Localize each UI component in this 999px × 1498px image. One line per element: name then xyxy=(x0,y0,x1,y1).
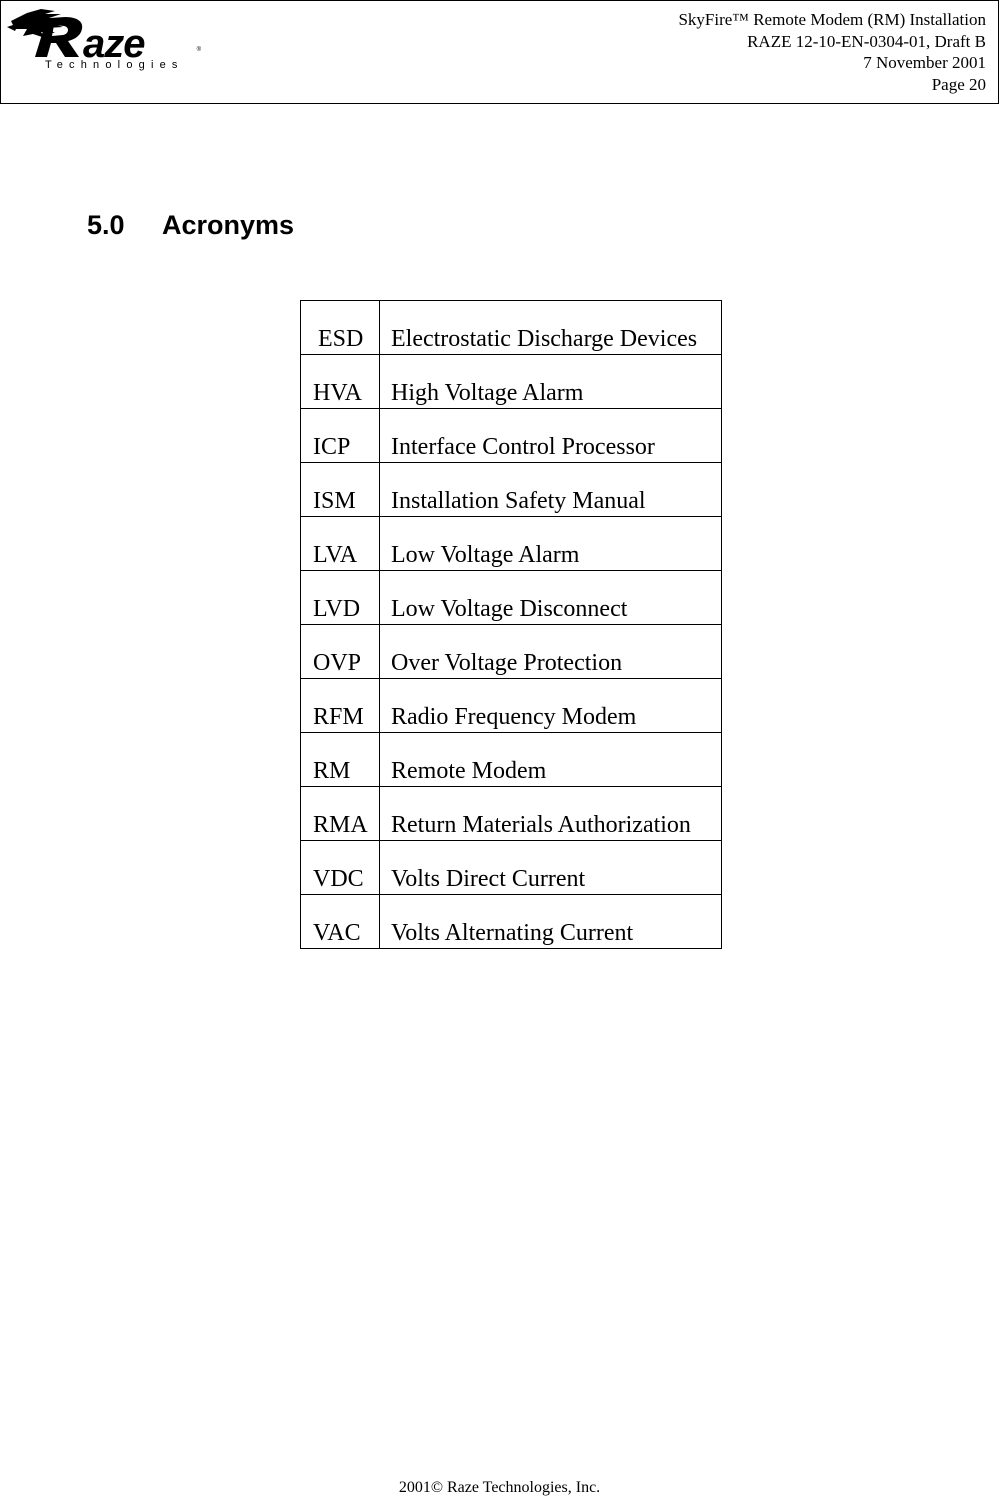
table-row xyxy=(301,733,722,787)
acronym-cell: VAC xyxy=(301,895,380,949)
page-footer xyxy=(0,1479,999,1497)
acronym-cell: OVP xyxy=(301,625,380,679)
definition-cell: Remote Modem xyxy=(380,733,722,787)
document-number: RAZE 12-10-EN-0304-01, Draft B xyxy=(747,31,986,51)
acronym-cell: HVA xyxy=(301,355,380,409)
acronym-cell: RMA xyxy=(301,787,380,841)
definition-cell: Volts Alternating Current xyxy=(380,895,722,949)
table-row xyxy=(301,409,722,463)
section-heading xyxy=(87,210,294,241)
svg-text:®: ® xyxy=(196,47,201,53)
table-row xyxy=(301,517,722,571)
definition-cell: Volts Direct Current xyxy=(380,841,722,895)
raze-technologies-logo xyxy=(5,5,205,71)
acronym-cell: LVD xyxy=(301,571,380,625)
acronym-cell: RM xyxy=(301,733,380,787)
page-header xyxy=(0,0,999,104)
definition-cell: Interface Control Processor xyxy=(380,409,722,463)
definition-cell: Low Voltage Disconnect xyxy=(380,571,722,625)
definition-cell: Low Voltage Alarm xyxy=(380,517,722,571)
definition-cell: Electrostatic Discharge Devices xyxy=(380,301,722,355)
section-title: Acronyms xyxy=(162,210,295,240)
acronym-cell: LVA xyxy=(301,517,380,571)
svg-text:aze: aze xyxy=(83,22,145,66)
document-date: 7 November 2001 xyxy=(863,53,986,72)
acronym-cell: RFM xyxy=(301,679,380,733)
table-row xyxy=(301,679,722,733)
acronyms-table xyxy=(300,300,722,949)
document-info xyxy=(678,9,986,95)
acronym-cell: ESD xyxy=(301,301,380,355)
table-row xyxy=(301,841,722,895)
table-row xyxy=(301,463,722,517)
definition-cell: Over Voltage Protection xyxy=(380,625,722,679)
definition-cell: Return Materials Authorization xyxy=(380,787,722,841)
svg-text:Technologies: Technologies xyxy=(45,59,184,71)
table-row xyxy=(301,571,722,625)
table-row xyxy=(301,301,722,355)
definition-cell: Radio Frequency Modem xyxy=(380,679,722,733)
table-row xyxy=(301,625,722,679)
page-number: Page 20 xyxy=(931,74,986,94)
definition-cell: Installation Safety Manual xyxy=(380,463,722,517)
table-row xyxy=(301,787,722,841)
copyright-text: 2001© Raze Technologies, Inc. xyxy=(398,1479,601,1496)
acronym-cell: VDC xyxy=(301,841,380,895)
definition-cell: High Voltage Alarm xyxy=(380,355,722,409)
table-row xyxy=(301,355,722,409)
acronym-cell: ICP xyxy=(301,409,380,463)
table-row xyxy=(301,895,722,949)
section-number: 5.0 xyxy=(87,210,125,240)
acronym-cell: ISM xyxy=(301,463,380,517)
document-title: SkyFire™ Remote Modem (RM) Installation xyxy=(678,10,986,29)
